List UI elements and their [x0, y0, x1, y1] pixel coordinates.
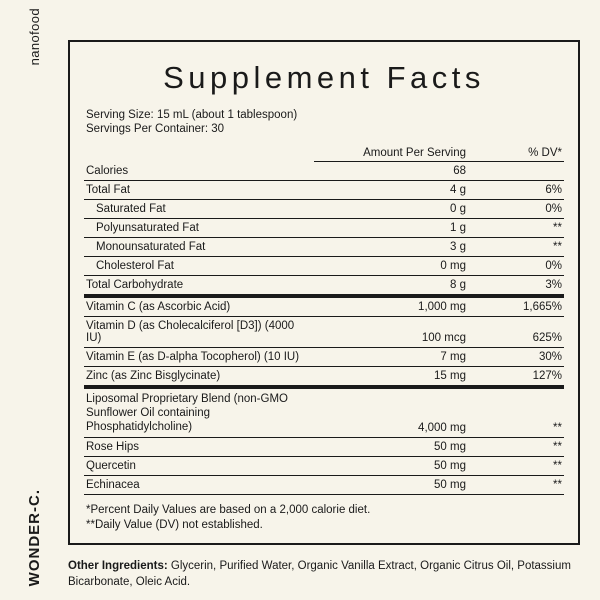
nutrient-amount: 1 g	[314, 219, 490, 238]
brand-rail	[0, 0, 68, 600]
nutrient-daily-value: 0%	[490, 257, 564, 276]
table-row	[84, 200, 564, 219]
table-row	[84, 438, 564, 457]
servings-per-container-line: Servings Per Container: 30	[86, 123, 225, 135]
footnotes	[84, 503, 564, 533]
brand-logo-top	[14, 8, 54, 128]
table-row	[84, 387, 564, 438]
nutrient-name: Vitamin E (as D-alpha Tocopherol) (10 IU)	[84, 348, 314, 367]
column-header-dv: % DV*	[490, 144, 564, 162]
table-row	[84, 181, 564, 200]
nutrient-daily-value: 3%	[490, 276, 564, 297]
nutrient-amount: 7 mg	[314, 348, 490, 367]
nutrient-daily-value: **	[490, 476, 564, 495]
column-header-name	[84, 144, 314, 162]
footnote-dv-not-established: **Daily Value (DV) not established.	[86, 519, 263, 531]
other-ingredients-label: Other Ingredients:	[68, 560, 168, 572]
nutrient-daily-value: 625%	[490, 317, 564, 348]
nutrient-name: Rose Hips	[84, 438, 314, 457]
page-title: Supplement Facts	[163, 60, 485, 95]
table-row	[84, 296, 564, 317]
column-header-amount: Amount Per Serving	[314, 144, 490, 162]
nutrient-name: Calories	[84, 162, 314, 181]
table-row	[84, 162, 564, 181]
nutrient-name: Quercetin	[84, 457, 314, 476]
table-row	[84, 257, 564, 276]
table-row	[84, 238, 564, 257]
nutrient-name: Total Fat	[84, 181, 314, 200]
serving-size-line: Serving Size: 15 mL (about 1 tablespoon)	[86, 109, 298, 121]
nutrient-amount: 50 mg	[314, 457, 490, 476]
nutrient-amount: 8 g	[314, 276, 490, 297]
table-row	[84, 476, 564, 495]
table-row	[84, 317, 564, 348]
nutrient-daily-value: **	[490, 438, 564, 457]
nutrient-name: Polyunsaturated Fat	[84, 219, 314, 238]
nutrient-name: Vitamin D (as Cholecalciferol [D3]) (4000 IU)	[84, 317, 314, 348]
nutrient-daily-value: 1,665%	[490, 296, 564, 317]
nutrient-amount: 15 mg	[314, 367, 490, 388]
nutrient-daily-value: 6%	[490, 181, 564, 200]
nutrient-daily-value: **	[490, 387, 564, 438]
nutrient-name: Liposomal Proprietary Blend (non-GMO Sunflower Oil containing Phosphatidylcholine)	[84, 387, 314, 438]
nutrition-table-body	[84, 162, 564, 495]
nutrient-name: Vitamin C (as Ascorbic Acid)	[84, 296, 314, 317]
nutrient-daily-value: 0%	[490, 200, 564, 219]
table-header-row	[84, 144, 564, 162]
nutrient-daily-value: 30%	[490, 348, 564, 367]
table-row	[84, 276, 564, 297]
nutrient-daily-value: **	[490, 457, 564, 476]
nutrient-amount: 100 mcg	[314, 317, 490, 348]
nutrient-amount: 0 g	[314, 200, 490, 219]
nutrient-daily-value: **	[490, 219, 564, 238]
brand-logo-bottom-label: WONDER-C.	[25, 488, 43, 586]
nutrient-amount: 1,000 mg	[314, 296, 490, 317]
table-row	[84, 367, 564, 388]
nutrient-amount: 0 mg	[314, 257, 490, 276]
nutrition-table	[84, 144, 564, 495]
supplement-facts-panel	[68, 40, 580, 545]
table-row	[84, 348, 564, 367]
nutrient-name: Echinacea	[84, 476, 314, 495]
other-ingredients	[68, 558, 580, 590]
footnote-daily-values: *Percent Daily Values are based on a 2,000 calorie diet.	[86, 504, 371, 516]
nutrient-name: Zinc (as Zinc Bisglycinate)	[84, 367, 314, 388]
nutrient-daily-value: 127%	[490, 367, 564, 388]
nutrient-name: Cholesterol Fat	[84, 257, 314, 276]
nutrient-amount: 50 mg	[314, 438, 490, 457]
nutrient-name: Total Carbohydrate	[84, 276, 314, 297]
brand-logo-top-label: nanofood	[26, 8, 42, 66]
nutrient-amount: 4,000 mg	[314, 387, 490, 438]
nutrient-amount: 68	[314, 162, 490, 181]
table-row	[84, 219, 564, 238]
nutrient-amount: 3 g	[314, 238, 490, 257]
nutrient-daily-value: **	[490, 238, 564, 257]
other-ingredients-text: Glycerin, Purified Water, Organic Vanilla Extract, Organic Citrus Oil, Potassium Bicarbonate, Oleic Acid.	[68, 560, 571, 588]
nutrient-name: Saturated Fat	[84, 200, 314, 219]
nutrient-daily-value	[490, 162, 564, 181]
brand-logo-bottom	[12, 489, 56, 586]
nutrient-amount: 50 mg	[314, 476, 490, 495]
nutrient-amount: 4 g	[314, 181, 490, 200]
nutrient-name: Monounsaturated Fat	[84, 238, 314, 257]
table-row	[84, 457, 564, 476]
